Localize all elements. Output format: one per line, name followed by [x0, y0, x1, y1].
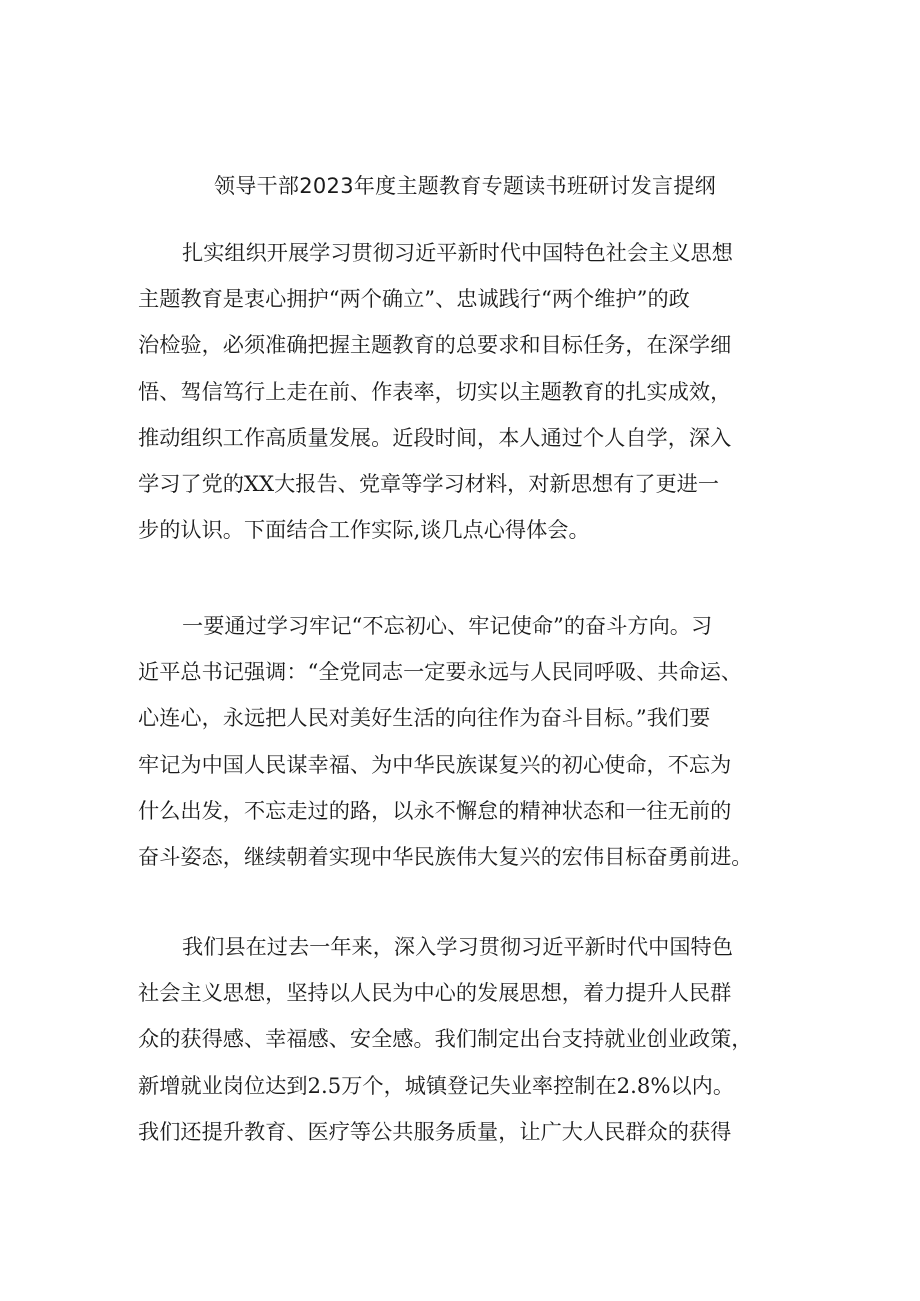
- paragraph-line: 我们县在过去一年来，深入学习贯彻习近平新时代中国特色: [182, 934, 733, 959]
- paragraph-line: 我们还提升教育、医疗等公共服务质量，让广大人民群众的获得: [138, 1118, 732, 1144]
- paragraph-2: [138, 603, 792, 880]
- paragraph-line: 心连心，永远把人民对美好生活的向往作为奋斗目标。”我们要: [138, 705, 711, 731]
- paragraph-1: [138, 230, 792, 553]
- document-title: 领导干部2023年度主题教育专题读书班研讨发言提纲: [214, 174, 716, 198]
- paragraph-line: 新增就业岗位达到2.5万个，城镇登记失业率控制在2.8%以内。: [138, 1072, 735, 1098]
- paragraph-line: 社会主义思想，坚持以人民为中心的发展思想，着力提升人民群: [138, 980, 732, 1006]
- paragraph-3: [138, 924, 792, 1155]
- paragraph-line: 治检验，必须准确把握主题教育的总要求和目标任务，在深学细: [138, 332, 732, 358]
- paragraph-line: 一要通过学习牢记“不忘初心、牢记使命”的奋斗方向。习: [182, 613, 713, 638]
- paragraph-line: 扎实组织开展学习贯彻习近平新时代中国特色社会主义思想: [182, 240, 733, 265]
- paragraph-line: 牢记为中国人民谋幸福、为中华民族谋复兴的初心使命，不忘为: [138, 751, 732, 777]
- paragraph-line: 奋斗姿态，继续朝着实现中华民族伟大复兴的宏伟目标奋勇前进。: [138, 843, 753, 869]
- paragraph-line: 众的获得感、幸福感、安全感。我们制定出台支持就业创业政策，: [138, 1026, 753, 1052]
- paragraph-line: 什么出发，不忘走过的路，以永不懈怠的精神状态和一往无前的: [138, 797, 732, 823]
- paragraph-line: 悟、驾信笃行上走在前、作表率，切实以主题教育的扎实成效，: [138, 378, 732, 404]
- paragraph-line: 步的认识。下面结合工作实际,谈几点心得体会。: [138, 517, 590, 543]
- paragraph-line: 推动组织工作高质量发展。近段时间，本人通过个人自学，深入: [138, 424, 732, 450]
- paragraph-line: 近平总书记强调：“全党同志一定要永远与人民同呼吸、共命运、: [138, 659, 743, 685]
- paragraph-line: 主题教育是衷心拥护“两个确立”、忠诚践行“两个维护”的政: [138, 286, 690, 312]
- paragraph-line: 学习了党的XX大报告、党章等学习材料，对新思想有了更进一: [138, 470, 720, 496]
